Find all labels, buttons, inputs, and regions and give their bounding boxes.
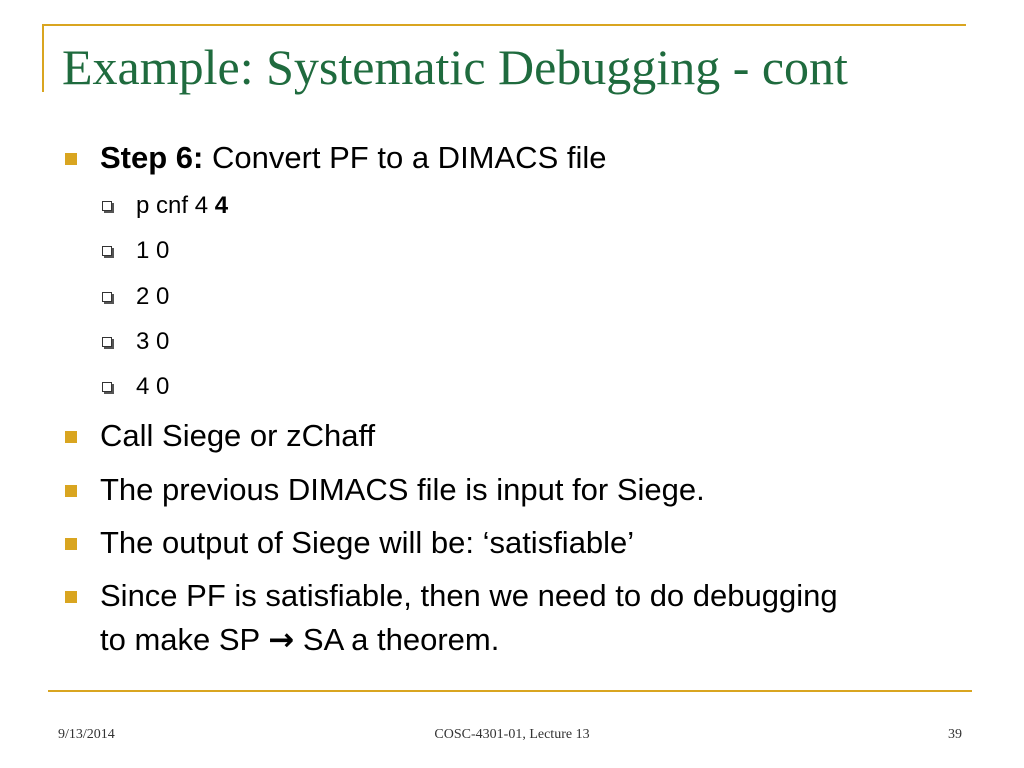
bullet-marker-icon <box>65 591 77 603</box>
sub-bullet-1 <box>136 191 228 221</box>
step6-label: Step 6: <box>100 140 204 175</box>
bullet-marker-icon <box>65 485 77 497</box>
bullet-step6 <box>100 136 606 180</box>
footer-divider <box>48 690 972 692</box>
sub-bullet-marker-icon <box>102 201 112 211</box>
sub-bullet-5 <box>136 372 169 402</box>
sub-bullet-3-text: 2 0 <box>136 283 170 310</box>
footer-page-number: 39 <box>948 727 962 742</box>
sub-bullet-1-text: p cnf 4 <box>136 192 215 219</box>
sub-bullet-3 <box>136 282 169 312</box>
sub-bullet-4 <box>136 327 169 357</box>
bullet-call-siege <box>100 414 375 458</box>
sub-bullet-2 <box>136 236 169 266</box>
sub-bullet-4-text: 3 0 <box>136 328 170 355</box>
slide-frame-top-line <box>42 24 966 26</box>
line2-post: SA a theorem. <box>294 622 500 657</box>
sub-bullet-marker-icon <box>102 382 112 392</box>
line2-pre: to make SP <box>100 622 269 657</box>
sub-bullet-2-text: 1 0 <box>136 237 170 264</box>
step6-text: Convert PF to a DIMACS file <box>203 140 607 175</box>
bullet-dimacs-input <box>100 468 705 512</box>
footer-date: 9/13/2014 <box>58 727 115 742</box>
bullet-pf-satisfiable-line2 <box>100 618 838 662</box>
sub-bullet-1-bold: 4 <box>214 192 229 219</box>
slide-title: Example: Systematic Debugging - cont <box>62 39 848 95</box>
footer-course: COSC-4301-01, Lecture 13 <box>434 727 590 742</box>
slide-frame-left-line <box>42 24 44 92</box>
bullet-dimacs-input-text: The previous DIMACS file is input for Siege. <box>100 472 705 507</box>
bullet-call-siege-text: Call Siege or zChaff <box>100 418 376 453</box>
bullet-siege-output <box>100 521 634 565</box>
sub-bullet-marker-icon <box>102 337 112 347</box>
bullet-marker-icon <box>65 538 77 550</box>
bullet-siege-output-text: The output of Siege will be: ‘satisfiable’ <box>100 525 635 560</box>
sub-bullet-5-text: 4 0 <box>136 373 170 400</box>
bullet-pf-satisfiable-line1: Since PF is satisfiable, then we need to do debugging <box>100 578 838 613</box>
bullet-marker-icon <box>65 153 77 165</box>
sub-bullet-marker-icon <box>102 246 112 256</box>
sub-bullet-marker-icon <box>102 292 112 302</box>
bullet-marker-icon <box>65 431 77 443</box>
right-arrow-icon: → <box>268 622 295 658</box>
bullet-pf-satisfiable <box>100 574 838 662</box>
